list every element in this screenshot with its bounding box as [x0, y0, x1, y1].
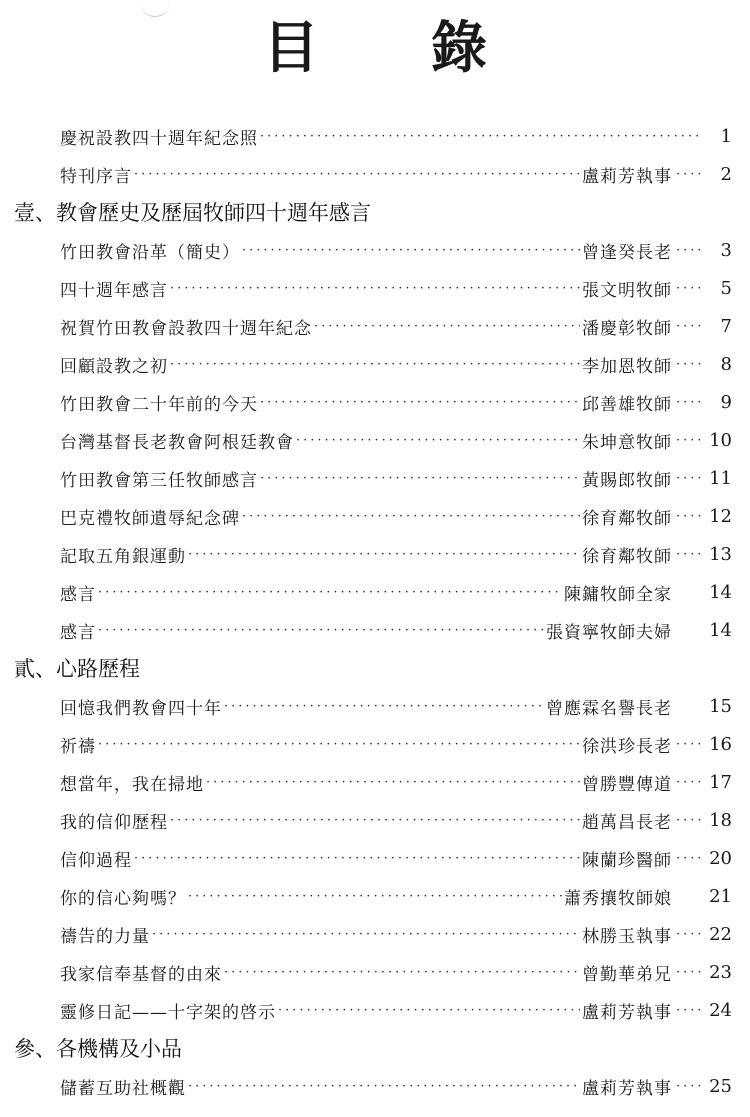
- entry-title: 竹田教會沿革（簡史）: [60, 242, 240, 263]
- title-char-2: 錄: [431, 16, 487, 81]
- toc-entry[interactable]: [0, 307, 750, 345]
- page-number: 17: [709, 771, 732, 793]
- toc-entry[interactable]: [0, 231, 750, 269]
- dot-leader: [278, 1003, 580, 1018]
- dot-leader: [314, 319, 580, 334]
- page-number: 22: [709, 923, 732, 945]
- dot-leader: [152, 927, 580, 942]
- entry-author: 盧莉芳執事: [582, 166, 672, 187]
- entry-title: 儲蓄互助社概觀: [60, 1078, 186, 1099]
- page-number: 12: [709, 505, 732, 527]
- toc-entry[interactable]: [0, 535, 750, 573]
- page-number: 1: [720, 125, 732, 147]
- entry-author: 陳蘭珍醫師: [582, 850, 672, 871]
- toc-entry[interactable]: [0, 915, 750, 953]
- page-number: 11: [709, 467, 732, 489]
- dot-leader-tail: [676, 357, 702, 372]
- page-number: 10: [709, 429, 732, 451]
- entry-author: 張文明牧師: [582, 280, 672, 301]
- dot-leader: [98, 737, 580, 752]
- page-number: 14: [709, 581, 732, 603]
- title-char-1: 目: [263, 16, 319, 81]
- dot-leader: [242, 243, 580, 258]
- entry-author: 張資寧牧師夫婦: [546, 622, 672, 643]
- dot-leader-tail: [676, 851, 702, 866]
- toc-entry[interactable]: [0, 459, 750, 497]
- entry-author: 林勝玉執事: [582, 926, 672, 947]
- toc-entry[interactable]: [0, 497, 750, 535]
- toc-entry[interactable]: [0, 877, 750, 915]
- dot-leader-tail: [676, 433, 702, 448]
- dot-leader: [260, 129, 700, 144]
- page-number: 15: [709, 695, 732, 717]
- entry-title: 我家信奉基督的由來: [60, 964, 222, 985]
- dot-leader: [188, 889, 562, 904]
- dot-leader: [98, 585, 562, 600]
- page-number: 2: [720, 163, 732, 185]
- dot-leader-tail: [676, 243, 702, 258]
- dot-leader: [170, 281, 580, 296]
- page-number: 16: [709, 733, 732, 755]
- dot-leader-tail: [676, 395, 702, 410]
- entry-title: 回憶我們教會四十年: [60, 698, 222, 719]
- entry-author: 趙萬昌長老: [582, 812, 672, 833]
- page-title: [0, 14, 750, 84]
- toc-entry[interactable]: [0, 269, 750, 307]
- entry-author: 徐育鄰牧師: [582, 508, 672, 529]
- entry-title: 想當年，我在掃地: [60, 774, 204, 795]
- dot-leader: [98, 623, 544, 638]
- page-number: 23: [709, 961, 732, 983]
- entry-title: 靈修日記——十字架的啓示: [60, 1002, 276, 1023]
- dot-leader: [134, 851, 580, 866]
- dot-leader-tail: [676, 775, 702, 790]
- toc-entry[interactable]: [0, 155, 750, 193]
- toc-entry[interactable]: [0, 687, 750, 725]
- toc-entry[interactable]: [0, 345, 750, 383]
- toc-entry[interactable]: [0, 421, 750, 459]
- page-number: 21: [709, 885, 732, 907]
- toc-entry[interactable]: [0, 991, 750, 1029]
- entry-title: 特刊序言: [60, 166, 132, 187]
- dot-leader: [224, 699, 544, 714]
- page-number: 7: [720, 315, 732, 337]
- dot-leader-tail: [676, 509, 702, 524]
- dot-leader-tail: [676, 927, 702, 942]
- entry-title: 巴克禮牧師遺辱紀念碑: [60, 508, 240, 529]
- dot-leader-tail: [676, 167, 702, 182]
- entry-title: 竹田教會二十年前的今天: [60, 394, 258, 415]
- entry-author: 邱善雄牧師: [582, 394, 672, 415]
- entry-title: 祈禱: [60, 736, 96, 757]
- dot-leader: [170, 813, 580, 828]
- dot-leader: [260, 395, 580, 410]
- page-number: 5: [720, 277, 732, 299]
- dot-leader: [296, 433, 580, 448]
- entry-author: 黃賜郎牧師: [582, 470, 672, 491]
- entry-author: 朱坤意牧師: [582, 432, 672, 453]
- page-number: 14: [709, 619, 732, 641]
- entry-title: 台灣基督長老教會阿根廷教會: [60, 432, 294, 453]
- toc-entry[interactable]: [0, 117, 750, 155]
- page-number: 13: [709, 543, 732, 565]
- entry-author: 李加恩牧師: [582, 356, 672, 377]
- page-number: 18: [709, 809, 732, 831]
- table-of-contents: [0, 117, 750, 1105]
- toc-entry[interactable]: [0, 839, 750, 877]
- entry-author: 曾勝豐傳道: [582, 774, 672, 795]
- entry-author: 盧莉芳執事: [582, 1002, 672, 1023]
- entry-title: 四十週年感言: [60, 280, 168, 301]
- toc-entry[interactable]: [0, 1067, 750, 1105]
- section-heading: 貳、心路歷程: [14, 657, 140, 681]
- dot-leader-tail: [676, 319, 702, 334]
- entry-author: 潘慶彰牧師: [582, 318, 672, 339]
- entry-title: 信仰過程: [60, 850, 132, 871]
- page-number: 8: [720, 353, 732, 375]
- entry-author: 徐育鄰牧師: [582, 546, 672, 567]
- entry-title: 祝賀竹田教會設教四十週年紀念: [60, 318, 312, 339]
- entry-author: 曾逢癸長老: [582, 242, 672, 263]
- page-number: 24: [709, 999, 732, 1021]
- entry-title: 感言: [60, 622, 96, 643]
- dot-leader-tail: [676, 1003, 702, 1018]
- toc-entry[interactable]: [0, 573, 750, 611]
- entry-author: 蕭秀攘牧師娘: [564, 888, 672, 909]
- dot-leader: [170, 357, 580, 372]
- entry-title: 慶祝設教四十週年紀念照: [60, 128, 258, 149]
- dot-leader: [134, 167, 580, 182]
- page-number: 3: [720, 239, 732, 261]
- dot-leader-tail: [676, 1079, 702, 1094]
- entry-author: 曾勤華弟兄: [582, 964, 672, 985]
- entry-title: 竹田教會第三任牧師感言: [60, 470, 258, 491]
- entry-title: 我的信仰歷程: [60, 812, 168, 833]
- toc-entry[interactable]: [0, 953, 750, 991]
- entry-title: 你的信心夠嗎？: [60, 888, 186, 909]
- page-number: 20: [709, 847, 732, 869]
- section-heading: 壹、教會歷史及歷屆牧師四十週年感言: [14, 201, 371, 225]
- page-number: 9: [720, 391, 732, 413]
- dot-leader: [242, 509, 580, 524]
- entry-author: 曾應霖名譽長老: [546, 698, 672, 719]
- toc-entry[interactable]: [0, 383, 750, 421]
- dot-leader-tail: [676, 737, 702, 752]
- dot-leader: [224, 965, 580, 980]
- dot-leader-tail: [676, 471, 702, 486]
- toc-entry[interactable]: [0, 725, 750, 763]
- entry-title: 記取五角銀運動: [60, 546, 186, 567]
- entry-title: 感言: [60, 584, 96, 605]
- dot-leader: [260, 471, 580, 486]
- toc-entry[interactable]: [0, 801, 750, 839]
- page-number: 25: [709, 1075, 732, 1097]
- dot-leader-tail: [676, 813, 702, 828]
- dot-leader: [188, 1079, 580, 1094]
- dot-leader-tail: [676, 281, 702, 296]
- dot-leader: [188, 547, 580, 562]
- toc-entry[interactable]: [0, 763, 750, 801]
- entry-author: 徐洪珍長老: [582, 736, 672, 757]
- entry-title: 回顧設教之初: [60, 356, 168, 377]
- toc-entry[interactable]: [0, 611, 750, 649]
- dot-leader-tail: [676, 547, 702, 562]
- section-heading: 參、各機構及小品: [14, 1037, 182, 1061]
- entry-author: 盧莉芳執事: [582, 1078, 672, 1099]
- entry-title: 禱告的力量: [60, 926, 150, 947]
- entry-author: 陳鏞牧師全家: [564, 584, 672, 605]
- dot-leader-tail: [676, 965, 702, 980]
- dot-leader: [206, 775, 580, 790]
